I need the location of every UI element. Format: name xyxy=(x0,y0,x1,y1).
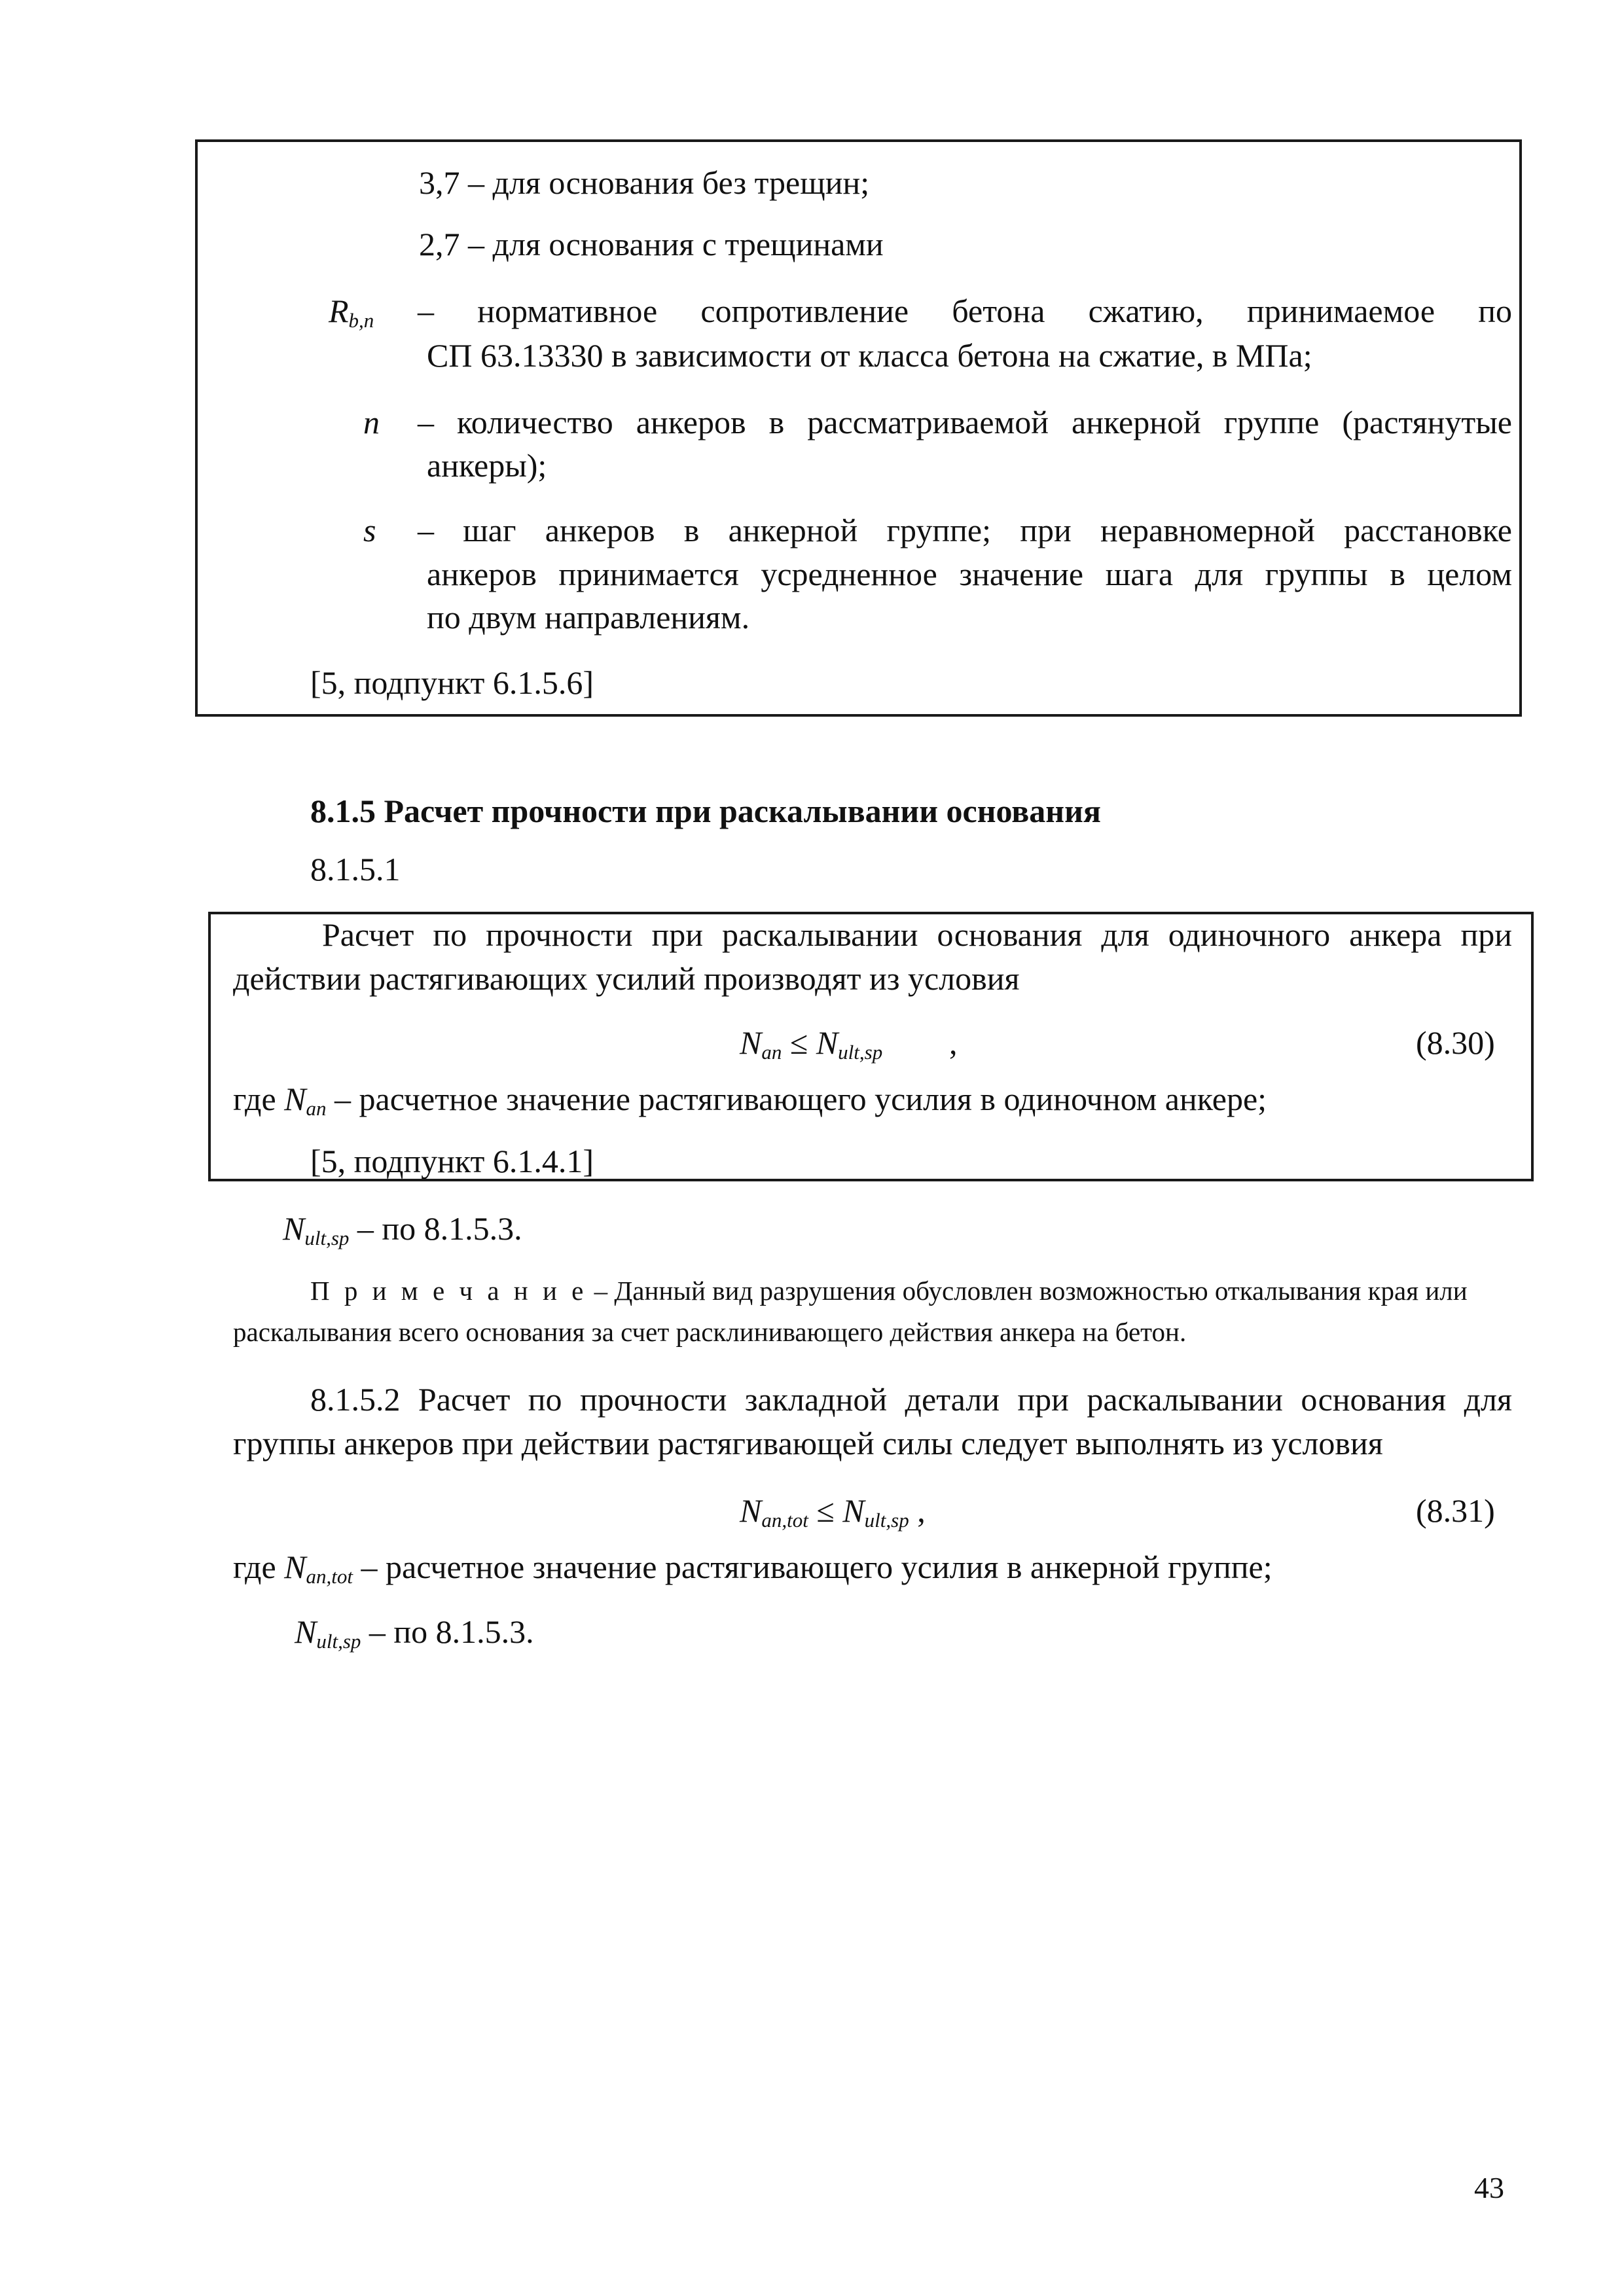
n-definition-line-1: – количество анкеров в рассматриваемой анкерной группе (растянутые xyxy=(418,404,1512,440)
page-number: 43 xyxy=(1474,2171,1504,2204)
section-heading: 8.1.5 Расчет прочности при раскалывании основания xyxy=(310,793,1101,829)
box1-reference: [5, подпункт 6.1.5.6] xyxy=(310,664,594,701)
box2-reference: [5, подпункт 6.1.4.1] xyxy=(310,1143,594,1179)
formula-8-30-comma: , xyxy=(949,1024,958,1061)
clause-8-1-5-2-line-2: группы анкеров при действии растягивающей силы следует выполнять из условия xyxy=(233,1425,1383,1462)
clause-8-1-5-2-line-1: 8.1.5.2 Расчет по прочности закладной детали при раскалывании основания для xyxy=(310,1381,1512,1418)
symbol-n: n xyxy=(363,404,380,440)
box1-line-1: 3,7 – для основания без трещин; xyxy=(419,164,870,201)
s-definition-line-2: анкеров принимается усредненное значение шага для группы в целом xyxy=(427,556,1512,592)
formula-8-31-number: (8.31) xyxy=(1416,1492,1495,1529)
s-definition-line-1: – шаг анкеров в анкерной группе; при неравномерной расстановке xyxy=(418,512,1512,548)
s-definition-line-3: по двум направлениям. xyxy=(427,599,750,636)
clause-number: 8.1.5.1 xyxy=(310,851,401,888)
box2-where-line: где $N_{an}$ – расчетное значение растягивающего усилия в одиночном анкере; xyxy=(233,1081,1267,1120)
symbol-rbn: $R_{b,n}$ xyxy=(329,293,374,332)
rbn-definition-line-2: СП 63.13330 в зависимости от класса бетона на сжатие, в МПа; xyxy=(427,337,1312,374)
where-line-2: где $N_{an,tot}$ – расчетное значение растягивающего усилия в анкерной группе; xyxy=(233,1549,1272,1588)
rbn-definition-line-1: – нормативное сопротивление бетона сжатию, принимаемое по xyxy=(418,293,1512,329)
box2-paragraph-line-2: действии растягивающих усилий производят из условия xyxy=(233,960,1020,997)
nult-definition-2: $N_{ult,sp}$ – по 8.1.5.3. xyxy=(295,1613,534,1653)
note-line-2: раскалывания всего основания за счет расклинивающего действия анкера на бетон. xyxy=(233,1317,1187,1347)
formula-8-30-number: (8.30) xyxy=(1416,1024,1495,1061)
box2-paragraph-line-1: Расчет по прочности при раскалывании основания для одиночного анкера при xyxy=(322,916,1512,953)
note-line-1: П р и м е ч а н и е – Данный вид разрушения обусловлен возможностью откалывания края или xyxy=(310,1276,1468,1306)
nult-definition: $N_{ult,sp}$ – по 8.1.5.3. xyxy=(283,1210,522,1249)
n-definition-line-2: анкеры); xyxy=(427,447,547,484)
symbol-s: s xyxy=(363,512,376,548)
formula-8-30: $N_{an} \le N_{ult,sp}$ xyxy=(740,1024,883,1064)
box1-line-2: 2,7 – для основания с трещинами xyxy=(419,226,884,262)
formula-8-31: $N_{an,tot} \le N_{ult,sp}$ , xyxy=(740,1492,926,1532)
